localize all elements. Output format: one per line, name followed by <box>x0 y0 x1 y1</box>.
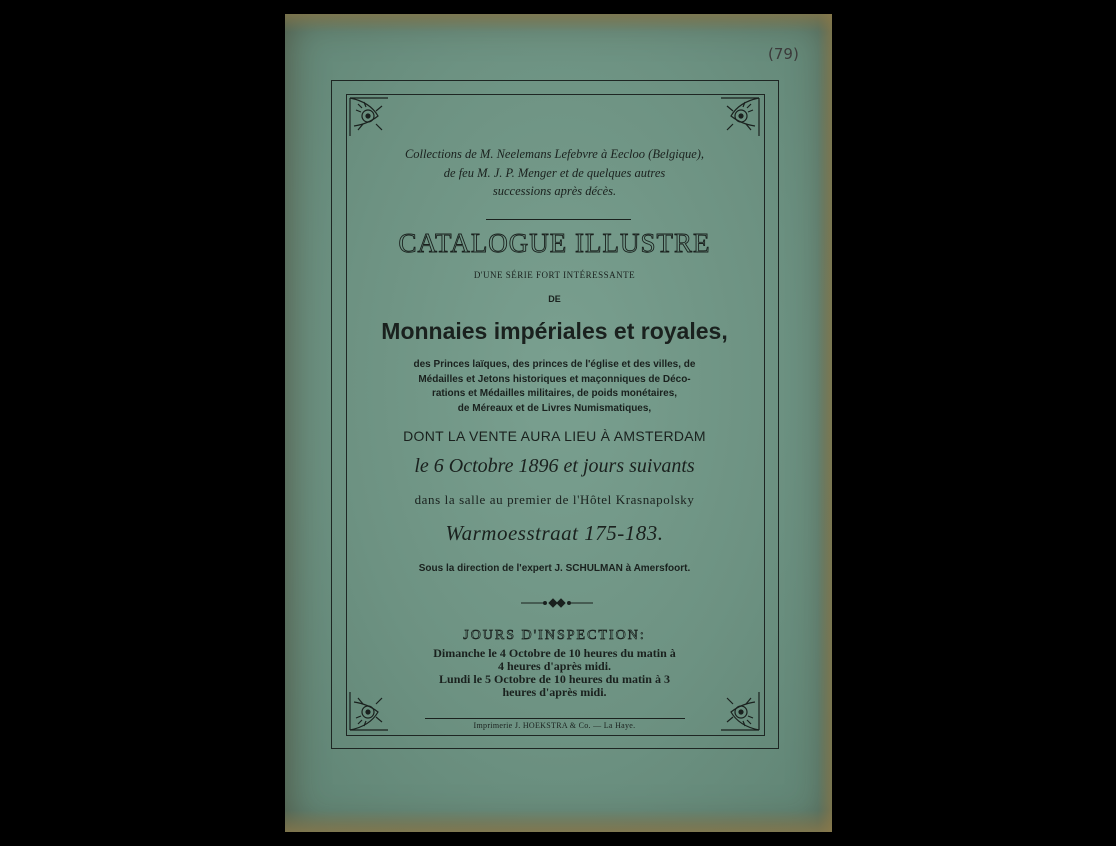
inspection-line: Dimanche le 4 Octobre de 10 heures du matin à <box>433 646 676 660</box>
sale-location-line: DONT LA VENTE AURA LIEU À AMSTERDAM <box>403 428 706 444</box>
title-rule <box>486 219 631 220</box>
collections-line: de feu M. J. P. Menger et de quelques autres <box>443 165 666 180</box>
description-line: des Princes laïques, des princes de l'église et des villes, de <box>413 359 696 370</box>
catalogue-subtitle: D'UNE SÉRIE FORT INTÉRESSANTE <box>473 270 636 280</box>
street-address: Warmoesstraat 175-183. <box>445 521 664 545</box>
inspection-line: Lundi le 5 Octobre de 10 heures du matin à 3 <box>439 672 670 686</box>
corner-ornament-icon <box>717 96 761 140</box>
inspection-line: 4 heures d'après midi. <box>497 659 612 673</box>
sale-date-line: le 6 Octobre 1896 et jours suivants <box>414 455 695 477</box>
connector-de: DE <box>548 294 561 304</box>
description-line: rations et Médailles militaires, de poids monétaires, <box>431 388 678 399</box>
description-line: de Méreaux et de Livres Numismatiques, <box>457 402 652 414</box>
printer-imprint: Imprimerie J. HOEKSTRA & Co. — La Haye. <box>473 721 636 730</box>
cover-edge-wear-top <box>285 14 832 32</box>
inspection-line: heures d'après midi. <box>502 685 607 699</box>
main-heading: Monnaies impériales et royales, <box>381 318 728 344</box>
description-line: Médailles et Jetons historiques et maçonniques de Déco- <box>418 373 691 385</box>
contents-description <box>346 358 763 416</box>
venue-line: dans la salle au premier de l'Hôtel Krasnapolsky <box>414 492 695 507</box>
inspection-days-schedule <box>346 647 763 699</box>
catalogue-cover <box>285 14 832 832</box>
collections-statement <box>346 145 763 201</box>
cover-edge-wear-right <box>818 14 832 832</box>
cover-edge-wear-bottom <box>285 810 832 832</box>
inspection-days-title: JOURS D'INSPECTION: <box>463 628 646 643</box>
divider-ornament-icon <box>521 594 593 612</box>
handwritten-shelfmark: (79) <box>768 45 799 63</box>
expert-direction-line: Sous la direction de l'expert J. SCHULMAN à Amersfoort. <box>418 563 691 574</box>
collections-line: successions après décès. <box>492 184 617 198</box>
catalogue-title: CATALOGUE ILLUSTRE <box>398 228 711 258</box>
collections-line: Collections de M. Neelemans Lefebvre à Eecloo (Belgique), <box>404 147 705 161</box>
corner-ornament-icon <box>348 96 392 140</box>
printer-rule <box>425 718 685 719</box>
